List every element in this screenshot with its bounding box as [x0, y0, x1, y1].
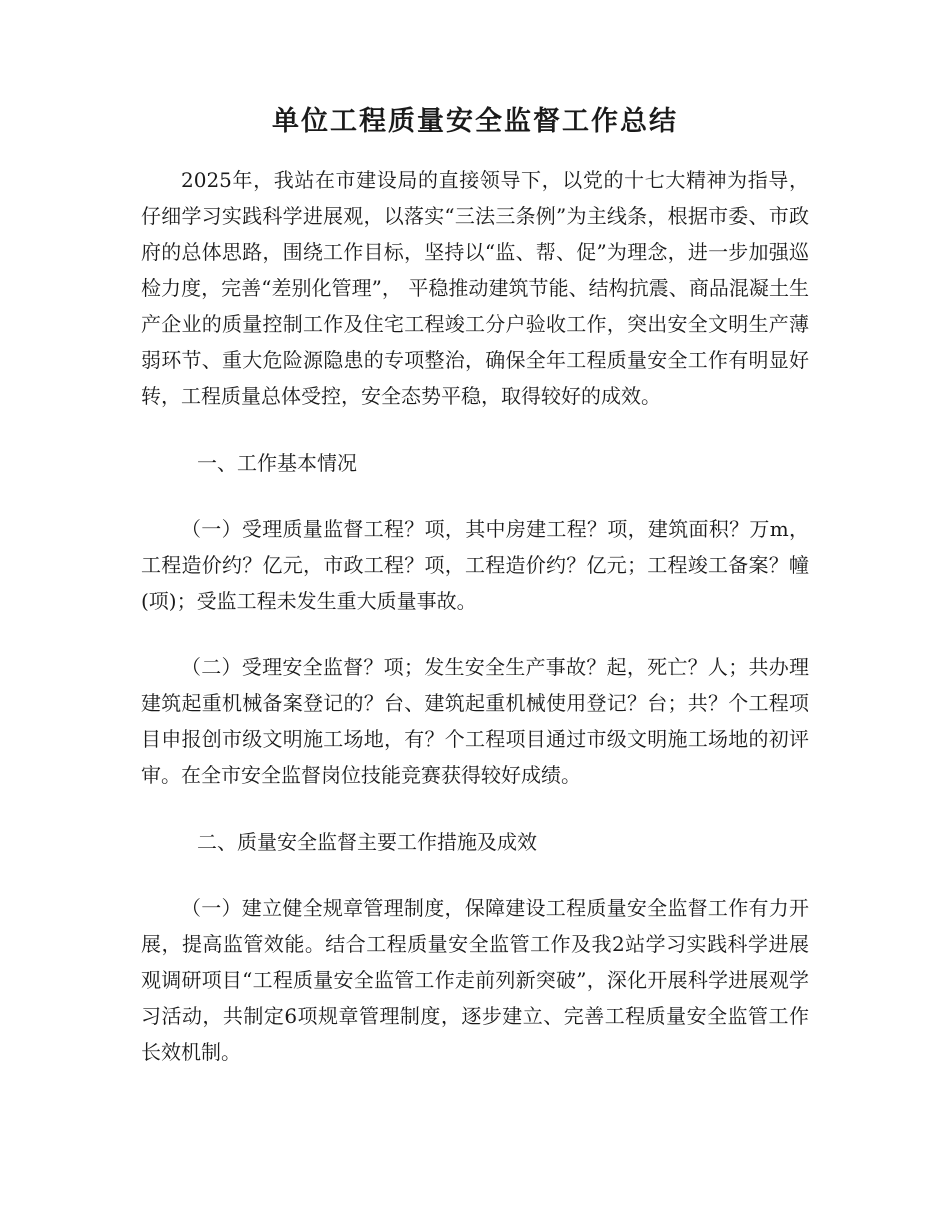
- section-heading-1: 一、工作基本情况: [197, 451, 357, 475]
- intro-paragraph: 2025年，我站在市建设局的直接领导下，以党的十七大精神为指导，仔细学习实践科学进展观，以落实“三法三条例”为主线条，根据市委、市政府的总体思路，围绕工作目标，坚持以“监、帮、促”为理念，进一步加强巡检力度，完善“差别化管理”， 平稳推动建筑节能、结构抗震、商品混凝土生产企业的质量控制工作及住宅工程竣工分户验收工作，突出安全文明生产薄弱环节、重大危险源隐患的专项整治，确保全年工程质量安全工作有明显好转，工程质量总体受控，安全态势平稳，取得较好的成效。: [141, 168, 809, 408]
- spacer: [141, 481, 809, 511]
- section2-paragraph-1: （一）建立健全规章管理制度，保障建设工程质量安全监督工作有力开展，提高监管效能。结合工程质量安全监管工作及我2站学习实践科学进展观调研项目“工程质量安全监管工作走前列新突破”，深化开展科学进展观学习活动，共制定6项规章管理制度，逐步建立、完善工程质量安全监管工作长效机制。: [141, 896, 809, 1064]
- document-page: [141, 104, 809, 1070]
- section-heading-2: 二、质量安全监督主要工作措施及成效: [197, 830, 537, 854]
- section1-paragraph-1: （一）受理质量监督工程？项，其中房建工程？项，建筑面积？万m，工程造价约？亿元，市政工程？项，工程造价约？亿元；工程竣工备案？幢(项)；受监工程未发生重大质量事故。: [141, 517, 809, 613]
- spacer: [141, 414, 809, 445]
- spacer: [141, 860, 809, 890]
- document-title: 单位工程质量安全监督工作总结: [272, 106, 678, 137]
- spacer: [141, 619, 809, 649]
- spacer: [141, 793, 809, 824]
- section1-paragraph-2: （二）受理安全监督？项；发生安全生产事故？起，死亡？人；共办理建筑起重机械备案登记的？台、建筑起重机械使用登记？台；共？个工程项目申报创市级文明施工场地，有？个工程项目通过市级文明施工场地的初评审。在全市安全监督岗位技能竞赛获得较好成绩。: [141, 655, 809, 787]
